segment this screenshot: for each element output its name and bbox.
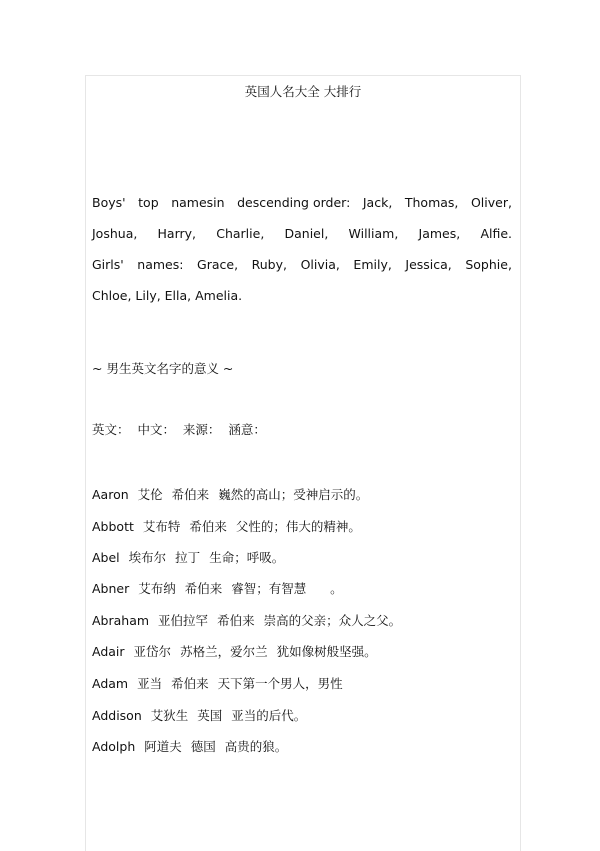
entry-meaning: 亚当的后代。 [231, 708, 307, 723]
word: Boys' [92, 195, 126, 210]
entry-meaning: 高贵的狼。 [224, 739, 288, 754]
word: Jessica, [405, 257, 452, 272]
entry-chinese: 艾伦 [137, 487, 163, 502]
entry-english: Abner [92, 581, 130, 596]
entry-english: Aaron [92, 487, 129, 502]
intro-last-text: Chloe, Lily, Ella, Amelia. [92, 288, 243, 303]
entry-chinese: 亚伯拉罕 [158, 613, 209, 628]
entry-origin: 希伯来 [184, 581, 223, 596]
word: descending order: [237, 195, 351, 210]
entry-origin: 希伯来 [217, 613, 255, 628]
word: James, [418, 226, 461, 241]
name-entry [92, 737, 296, 755]
intro-line [92, 187, 512, 218]
name-entry [92, 642, 386, 660]
name-entry [92, 579, 352, 597]
entry-origin: 希伯来 [171, 676, 209, 691]
name-entry [92, 706, 315, 724]
entry-origin: 英国 [197, 708, 223, 723]
word: Harry, [157, 226, 197, 241]
entry-english: Addison [92, 708, 142, 723]
entry-meaning: 睿智；有智慧 。 [231, 581, 343, 596]
name-entry [92, 674, 352, 692]
entry-english: Abbott [92, 519, 134, 534]
word: Olivia, [300, 257, 340, 272]
word: Girls' [92, 257, 124, 272]
word: Alfie. [480, 226, 512, 241]
document-page [85, 75, 521, 851]
entry-origin: 苏格兰，爱尔兰 [180, 644, 268, 659]
intro-paragraph [92, 187, 512, 311]
word: Emily, [353, 257, 392, 272]
word: names: [137, 257, 184, 272]
entry-chinese: 阿道夫 [144, 739, 182, 754]
entry-origin: 希伯来 [171, 487, 210, 502]
word: Ruby, [251, 257, 287, 272]
entry-origin: 拉丁 [175, 550, 201, 565]
entry-meaning: 崇高的父亲；众人之父。 [263, 613, 402, 628]
name-entry [92, 611, 410, 629]
entry-meaning: 生命；呼吸。 [209, 550, 285, 565]
name-entry [92, 485, 377, 503]
word: top [138, 195, 159, 210]
name-entry [92, 517, 370, 535]
word: Thomas, [404, 195, 459, 210]
entry-origin: 希伯来 [189, 519, 227, 534]
entry-english: Adolph [92, 739, 136, 754]
entry-chinese: 艾布纳 [138, 581, 176, 596]
entry-english: Abraham [92, 613, 150, 628]
entry-english: Adair [92, 644, 125, 659]
word: Jack, [362, 195, 393, 210]
word: William, [348, 226, 399, 241]
word: Oliver, [470, 195, 512, 210]
entry-english: Adam [92, 676, 129, 691]
entry-meaning: 父性的；伟大的精神。 [235, 519, 361, 534]
word: Charlie, [216, 226, 265, 241]
name-entry [92, 548, 293, 566]
intro-line [92, 249, 512, 280]
entry-chinese: 艾狄生 [150, 708, 189, 723]
word: Daniel, [284, 226, 329, 241]
entry-meaning: 犹如像树般坚强。 [276, 644, 377, 659]
intro-line [92, 218, 512, 249]
entry-chinese: 亚当 [137, 676, 163, 691]
intro-line-last [92, 280, 512, 311]
entry-meaning: 巍然的高山；受神启示的。 [218, 487, 369, 502]
column-headers: 英文： 中文： 来源： 涵意： [92, 422, 266, 437]
word: Grace, [197, 257, 239, 272]
entry-meaning: 天下第一个男人，男性 [217, 676, 343, 691]
document-title: 英国人名大全 大排行 [244, 84, 362, 99]
entry-origin: 德国 [190, 739, 216, 754]
word: Sophie, [465, 257, 512, 272]
word: Joshua, [92, 226, 138, 241]
entry-chinese: 亚岱尔 [133, 644, 172, 659]
entry-chinese: 埃布尔 [128, 550, 167, 565]
word: namesin [171, 195, 225, 210]
entry-english: Abel [92, 550, 120, 565]
entry-chinese: 艾布特 [142, 519, 181, 534]
section-heading: ~ 男生英文名字的意义 ~ [92, 361, 234, 376]
